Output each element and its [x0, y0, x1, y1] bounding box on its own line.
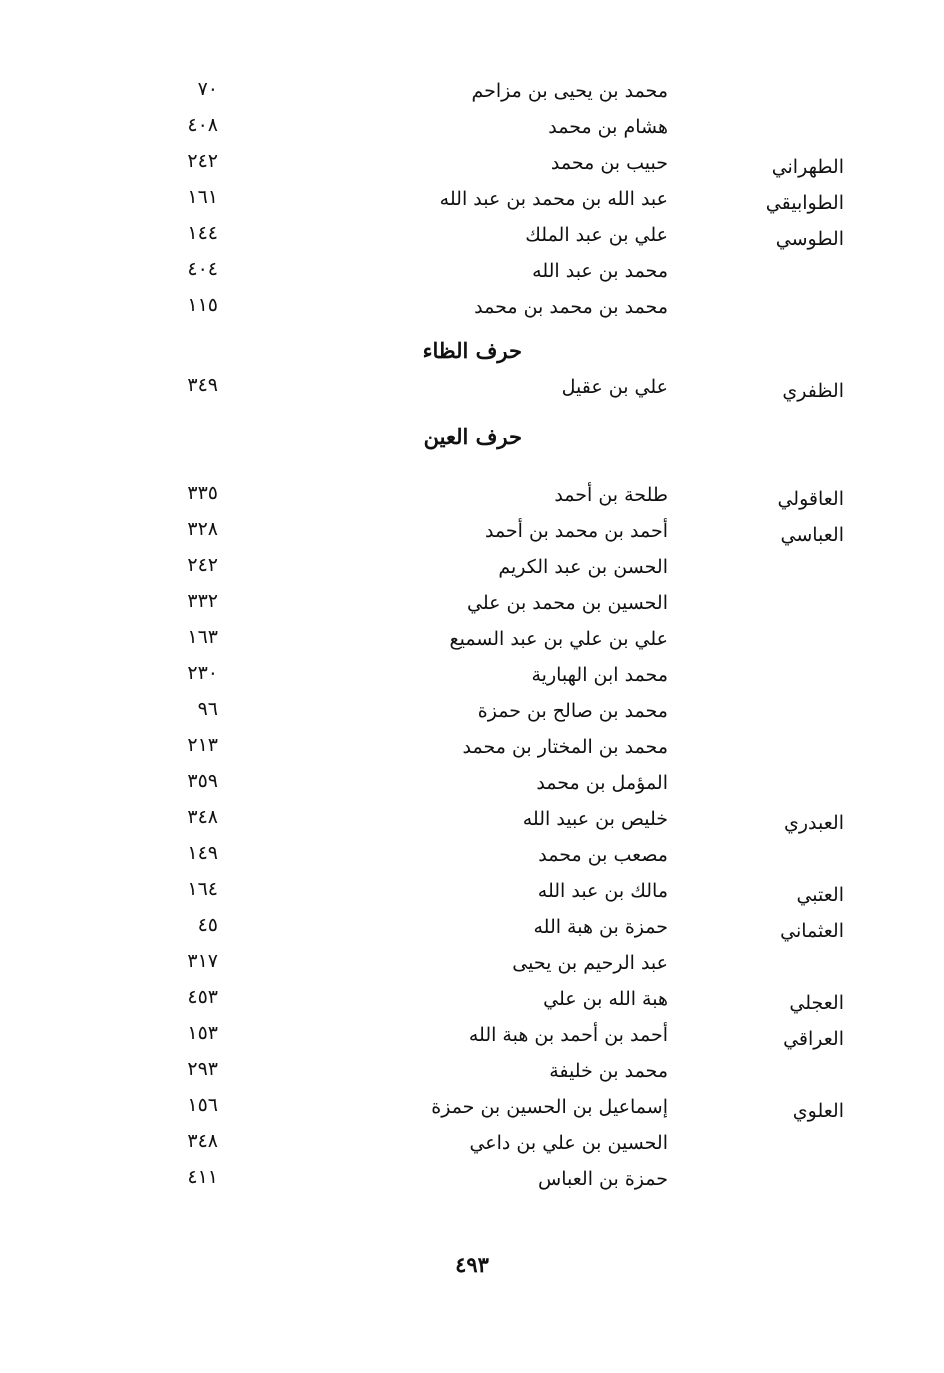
entry-name: علي بن عبد الملك: [525, 224, 668, 246]
entry-nisba: العاقولي: [777, 488, 844, 510]
entry-name: إسماعيل بن الحسين بن حمزة: [431, 1096, 668, 1118]
entry-name: محمد بن عبد الله: [532, 260, 668, 282]
entry-nisba: الظفري: [782, 380, 844, 402]
index-entry: [0, 772, 944, 802]
entry-page-number: ٣٣٥: [187, 482, 218, 504]
index-entry: [0, 188, 944, 218]
entry-name: هبة الله بن علي: [543, 988, 668, 1010]
index-entry: [0, 260, 944, 290]
entry-page-number: ١٥٣: [187, 1022, 218, 1044]
entry-page-number: ٣٤٨: [187, 806, 218, 828]
entry-name: محمد بن محمد بن محمد: [474, 296, 668, 318]
index-entry: [0, 700, 944, 730]
entry-page-number: ٢١٣: [187, 734, 218, 756]
index-entry: [0, 1060, 944, 1090]
index-entry: [0, 1132, 944, 1162]
entry-name: المؤمل بن محمد: [536, 772, 668, 794]
entry-page-number: ٤١١: [187, 1166, 218, 1188]
entry-name: عبد الرحيم بن يحيى: [512, 952, 668, 974]
entry-page-number: ٢٩٣: [187, 1058, 218, 1080]
entry-name: علي بن علي بن عبد السميع: [449, 628, 668, 650]
entry-page-number: ٢٣٠: [187, 662, 218, 684]
index-entry: [0, 664, 944, 694]
entry-page-number: ١٥٦: [187, 1094, 218, 1116]
entry-nisba: العباسي: [780, 524, 844, 546]
index-entry: [0, 952, 944, 982]
index-entry: [0, 520, 944, 550]
entry-nisba: العثماني: [780, 920, 844, 942]
index-entry: [0, 880, 944, 910]
index-entry: [0, 484, 944, 514]
entry-name: حمزة بن العباس: [538, 1168, 668, 1190]
entry-page-number: ٢٤٢: [187, 554, 218, 576]
entry-page-number: ٢٤٢: [187, 150, 218, 172]
entry-page-number: ٣١٧: [187, 950, 218, 972]
page-number: ٤٩٣: [455, 1252, 489, 1277]
entry-name: محمد بن المختار بن محمد: [462, 736, 668, 758]
entry-nisba: العتبي: [796, 884, 844, 906]
index-entry: [0, 736, 944, 766]
entry-page-number: ١٦٤: [187, 878, 218, 900]
entry-name: مصعب بن محمد: [538, 844, 668, 866]
index-entry: [0, 916, 944, 946]
entry-name: أحمد بن أحمد بن هبة الله: [468, 1024, 668, 1046]
index-entry: [0, 592, 944, 622]
entry-page-number: ٤٠٤: [187, 258, 218, 280]
entry-name: الحسن بن عبد الكريم: [498, 556, 668, 578]
index-entry: [0, 224, 944, 254]
entry-name: محمد بن يحيى بن مزاحم: [471, 80, 668, 102]
entry-name: الحسين بن علي بن داعي: [469, 1132, 668, 1154]
index-entry: [0, 296, 944, 326]
entry-name: مالك بن عبد الله: [537, 880, 668, 902]
entry-page-number: ٤٠٨: [187, 114, 218, 136]
index-entry: [0, 628, 944, 658]
entry-name: محمد بن خليفة: [549, 1060, 668, 1082]
entry-page-number: ٣٤٨: [187, 1130, 218, 1152]
entry-nisba: العراقي: [783, 1028, 844, 1050]
entry-page-number: ٣٤٩: [187, 374, 218, 396]
section-heading-zaa: حرف الظاء: [422, 338, 522, 363]
entry-name: عبد الله بن محمد بن عبد الله: [439, 188, 668, 210]
index-entry: [0, 1168, 944, 1198]
index-entry: [0, 1024, 944, 1054]
index-entry: [0, 116, 944, 146]
index-entry: [0, 844, 944, 874]
entry-page-number: ١٦١: [187, 186, 218, 208]
index-entry: [0, 376, 944, 406]
entry-nisba: العلوي: [792, 1100, 844, 1122]
index-entry: [0, 152, 944, 182]
entry-name: طلحة بن أحمد: [554, 484, 668, 506]
entry-name: خليص بن عبيد الله: [522, 808, 668, 830]
index-entry: [0, 80, 944, 110]
entry-page-number: ١٤٩: [187, 842, 218, 864]
entry-nisba: الطوسي: [775, 228, 844, 250]
entry-nisba: الطهراني: [771, 156, 844, 178]
index-entry: [0, 988, 944, 1018]
entry-page-number: ٧٠: [197, 78, 218, 100]
entry-page-number: ٣٥٩: [187, 770, 218, 792]
entry-nisba: العبدري: [784, 812, 844, 834]
entry-nisba: العجلي: [789, 992, 844, 1014]
entry-name: علي بن عقيل: [561, 376, 668, 398]
entry-name: حمزة بن هبة الله: [533, 916, 668, 938]
entry-page-number: ٣٢٨: [187, 518, 218, 540]
index-entry: [0, 808, 944, 838]
entry-page-number: ٤٥٣: [187, 986, 218, 1008]
entry-page-number: ١٦٣: [187, 626, 218, 648]
entry-name: هشام بن محمد: [548, 116, 668, 138]
entry-name: محمد بن صالح بن حمزة: [477, 700, 668, 722]
entry-name: محمد ابن الهبارية: [531, 664, 668, 686]
entry-name: الحسين بن محمد بن علي: [466, 592, 668, 614]
entry-page-number: ٣٣٢: [187, 590, 218, 612]
entry-nisba: الطوابيقي: [765, 192, 844, 214]
entry-name: أحمد بن محمد بن أحمد: [484, 520, 668, 542]
index-entry: [0, 556, 944, 586]
entry-page-number: ١١٥: [187, 294, 218, 316]
entry-page-number: ١٤٤: [187, 222, 218, 244]
entry-name: حبيب بن محمد: [550, 152, 668, 174]
section-heading-ayn: حرف العين: [423, 424, 522, 449]
entry-page-number: ٤٥: [197, 914, 218, 936]
index-entry: [0, 1096, 944, 1126]
entry-page-number: ٩٦: [197, 698, 218, 720]
